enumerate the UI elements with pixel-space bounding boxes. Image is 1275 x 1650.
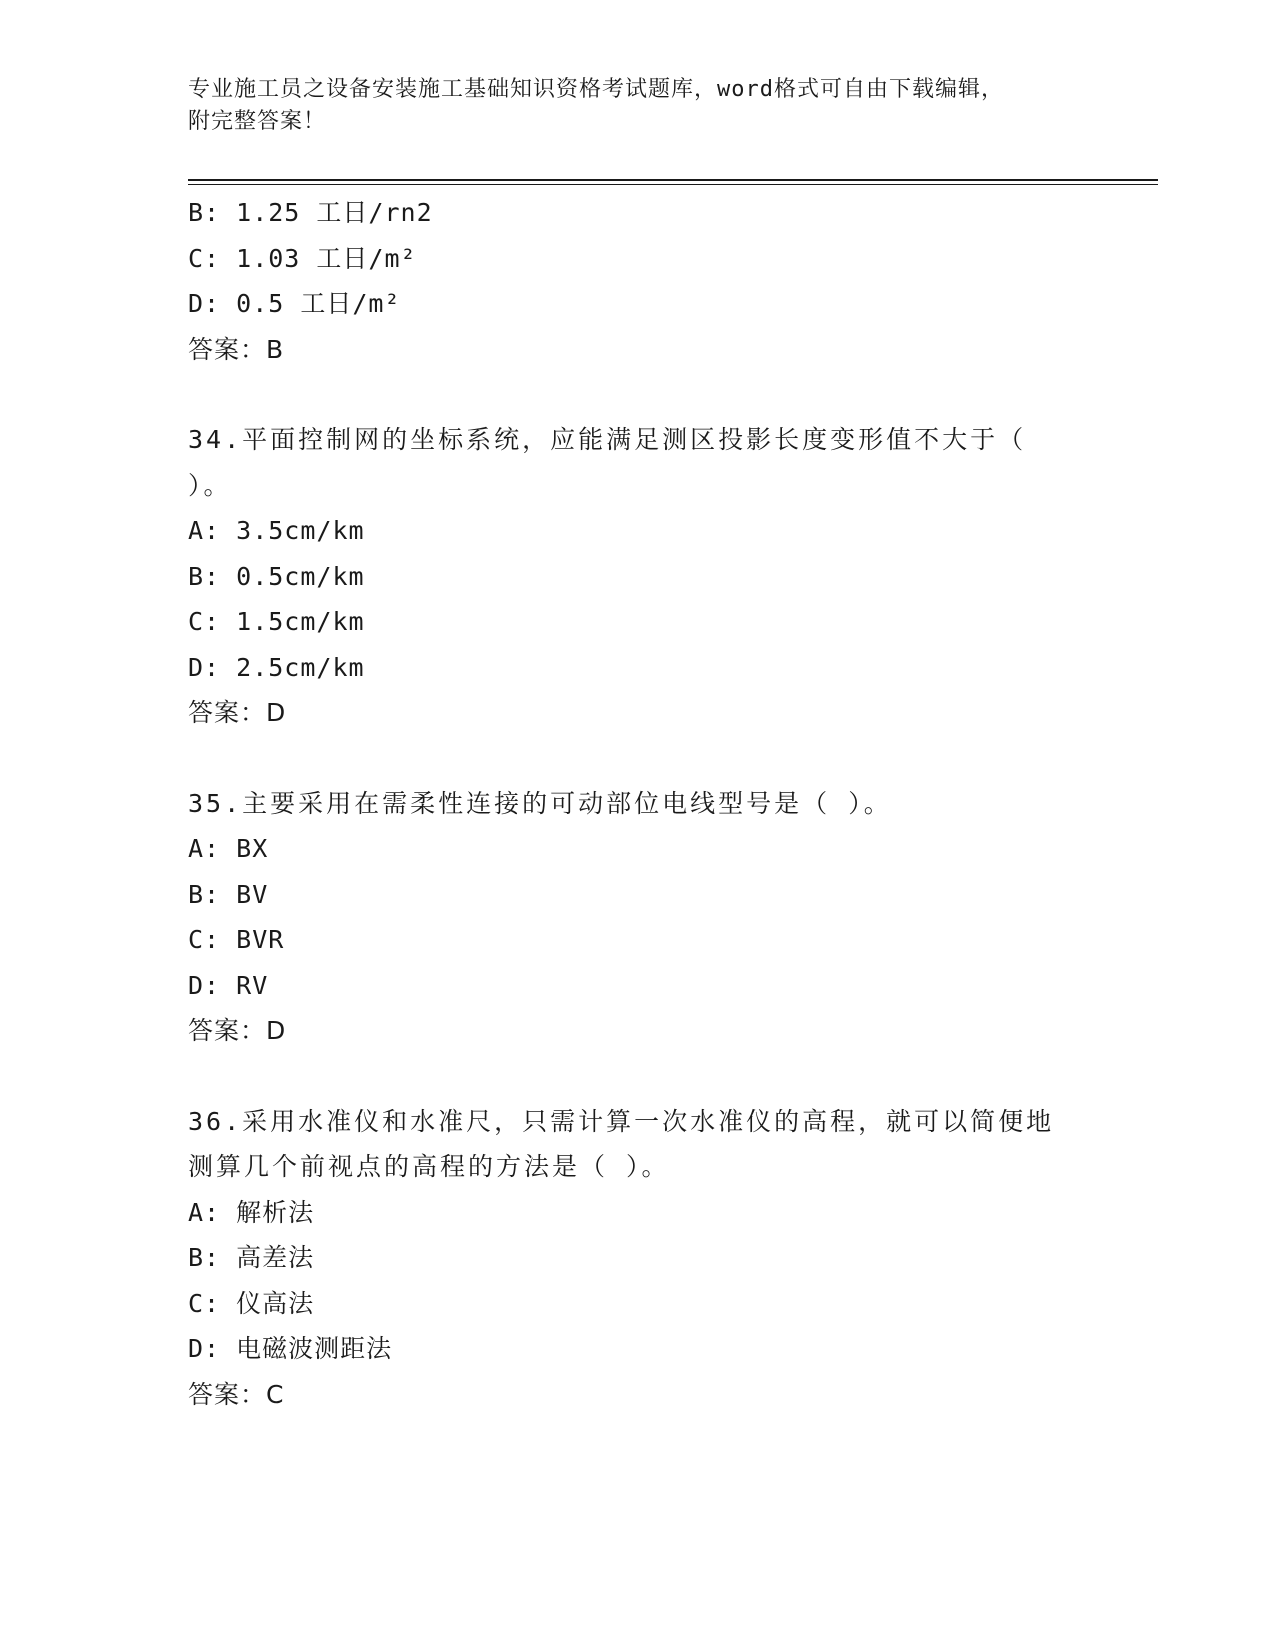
option-b: B: 高差法	[188, 1243, 315, 1272]
header-title-line-2: 附完整答案！	[188, 109, 327, 134]
option-b: B: BV	[188, 879, 269, 909]
answer-line: 答案：D	[188, 1016, 287, 1045]
question-34	[188, 417, 1088, 736]
question-stem: 34.平面控制网的坐标系统，应能满足测区投影长度变形值不大于（	[188, 425, 1027, 454]
option-a: A: 解析法	[188, 1197, 315, 1227]
question-spacer	[188, 372, 1088, 417]
question-list	[188, 190, 1088, 1417]
question-spacer	[188, 736, 1088, 781]
question-33-tail	[188, 190, 1088, 372]
option-c: C: BVR	[188, 925, 285, 954]
option-d: D: 电磁波测距法	[188, 1334, 393, 1363]
option-a: A: 3.5cm/km	[188, 516, 365, 545]
header-divider-thick	[188, 179, 1158, 181]
option-b: B: 0.5cm/km	[188, 561, 365, 591]
question-spacer	[188, 1054, 1088, 1099]
header-title-line-1: 专业施工员之设备安装施工基础知识资格考试题库，word格式可自由下载编辑，	[188, 77, 1004, 102]
answer-line: 答案：D	[188, 698, 287, 727]
question-36	[188, 1099, 1088, 1418]
answer-line: 答案：B	[188, 334, 285, 364]
question-35	[188, 781, 1088, 1054]
option-a: A: BX	[188, 834, 269, 863]
document-header	[188, 74, 1088, 138]
option-c: C: 仪高法	[188, 1288, 315, 1318]
option-c: C: 1.03 工日/m²	[188, 243, 417, 273]
question-stem: 36.采用水准仪和水准尺，只需计算一次水准仪的高程，就可以简便地	[188, 1106, 1055, 1136]
answer-line: 答案：C	[188, 1379, 285, 1409]
option-c: C: 1.5cm/km	[188, 607, 365, 636]
question-stem: 35.主要采用在需柔性连接的可动部位电线型号是（ ）。	[188, 788, 892, 818]
option-d: D: RV	[188, 970, 269, 1000]
question-stem-continued: 测算几个前视点的高程的方法是（ ）。	[188, 1152, 670, 1181]
option-d: D: 2.5cm/km	[188, 652, 365, 682]
option-d: D: 0.5 工日/m²	[188, 289, 401, 318]
option-b: B: 1.25 工日/rn2	[188, 198, 433, 227]
question-stem-continued: ）。	[188, 470, 232, 500]
header-divider-thin	[188, 184, 1158, 185]
